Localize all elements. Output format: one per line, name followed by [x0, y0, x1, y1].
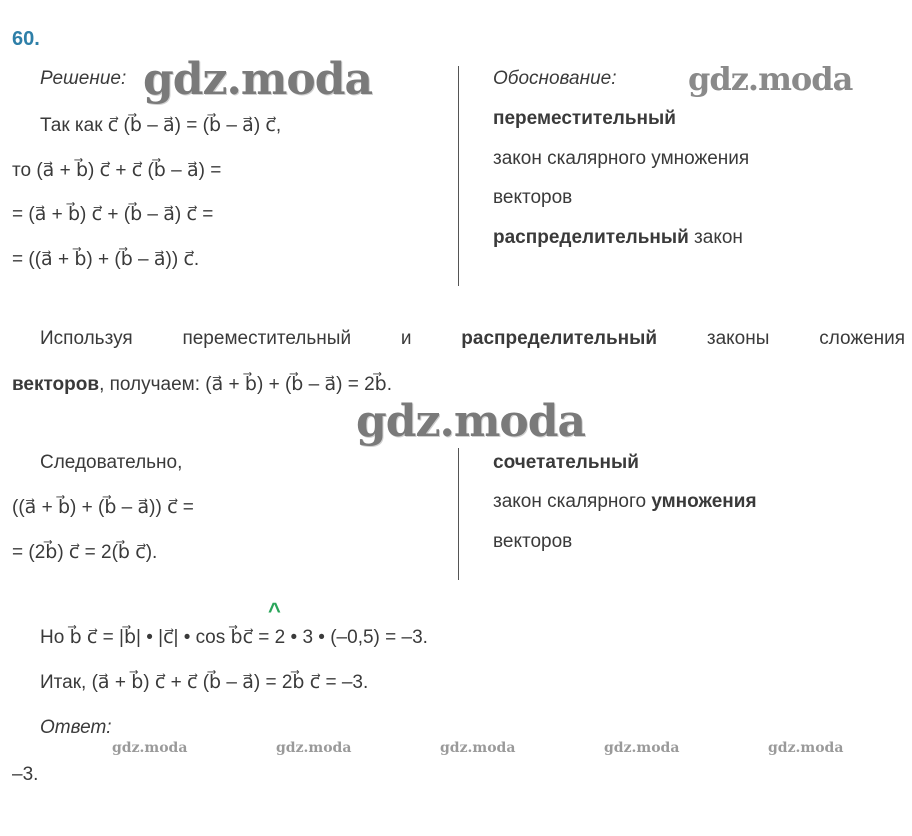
term-bold: векторов	[12, 374, 100, 395]
justification-label: Обоснование:	[493, 68, 617, 89]
problem-number: 60.	[12, 28, 40, 50]
justification-line	[493, 227, 743, 249]
paragraph-line	[12, 373, 392, 396]
justification-text: закон скалярного	[493, 491, 652, 512]
justification-text: закон	[688, 227, 743, 248]
column-divider	[458, 66, 459, 286]
watermark: gdz.moda	[356, 396, 586, 447]
term-bold: сочетательный	[493, 452, 639, 473]
watermark-small: gdz.moda	[768, 740, 844, 756]
watermark-small: gdz.moda	[276, 740, 352, 756]
angle-hat-icon: ^	[268, 598, 281, 623]
column-divider	[458, 448, 459, 580]
watermark-small: gdz.moda	[604, 740, 680, 756]
term-bold: умножения	[651, 491, 757, 512]
answer-value: –3.	[12, 764, 39, 785]
consequence-line: = (2b⃗) c⃗ = 2(b⃗ c⃗).	[12, 542, 158, 563]
consequence-line: ((a⃗ + b⃗) + (b⃗ – a⃗)) c⃗ =	[12, 497, 194, 518]
justification-line: векторов	[493, 531, 573, 552]
justification-line: закон скалярного умножения	[493, 148, 750, 169]
term-bold: переместительный	[493, 108, 676, 129]
paragraph-text: , получаем: (a⃗ + b⃗) + (b⃗ – a⃗) = 2b⃗.	[99, 374, 393, 395]
watermark: gdz.moda	[143, 54, 373, 105]
paragraph-line	[40, 328, 905, 350]
term-bold: распределительный	[493, 227, 689, 248]
word: переместительный	[182, 328, 352, 349]
justification-line	[493, 452, 639, 474]
word: Используя	[40, 328, 133, 349]
final-line: Но b⃗ c⃗ = |b⃗| • |c⃗| • cos b⃗c⃗ = 2 • 3 • (–0,5) = –3.	[40, 627, 428, 648]
consequence-label: Следовательно,	[40, 452, 183, 473]
word: сложения	[819, 328, 906, 349]
solution-line: = ((a⃗ + b⃗) + (b⃗ – a⃗)) c⃗.	[12, 249, 200, 270]
watermark-small: gdz.moda	[112, 740, 188, 756]
watermark-small: gdz.moda	[440, 740, 516, 756]
term-bold: распределительный	[461, 328, 658, 349]
solution-line: Так как c⃗ (b⃗ – a⃗) = (b⃗ – a⃗) c⃗,	[40, 115, 282, 136]
solution-line: = (a⃗ + b⃗) c⃗ + (b⃗ – a⃗) c⃗ =	[12, 204, 214, 225]
justification-line: векторов	[493, 187, 573, 208]
solution-line: то (a⃗ + b⃗) c⃗ + c⃗ (b⃗ – a⃗) =	[12, 160, 222, 181]
word: законы	[706, 328, 770, 349]
solution-label: Решение:	[40, 68, 127, 89]
justification-line	[493, 108, 676, 130]
justification-line	[493, 491, 757, 513]
final-line: Итак, (a⃗ + b⃗) c⃗ + c⃗ (b⃗ – a⃗) = 2b⃗ c⃗ = –3.	[40, 672, 369, 693]
answer-label: Ответ:	[40, 717, 112, 738]
word: и	[400, 328, 412, 349]
watermark: gdz.moda	[688, 60, 853, 98]
